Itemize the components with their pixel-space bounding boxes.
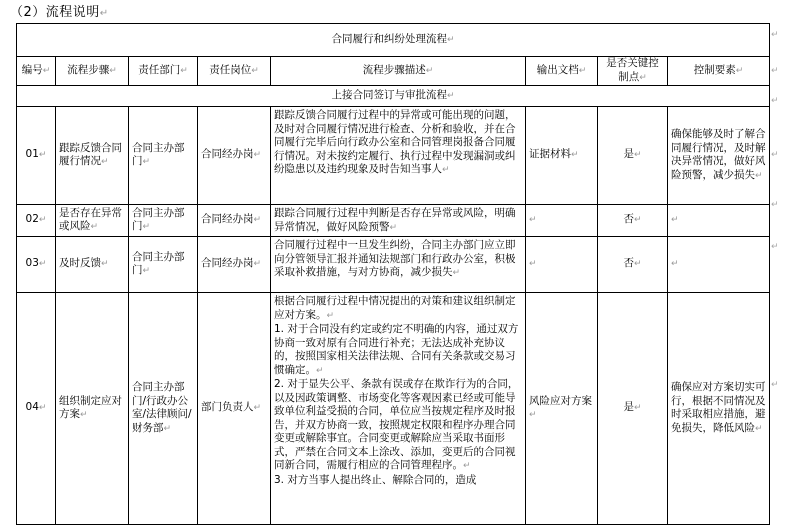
section-heading: [10, 1, 109, 20]
row-number: 02↵: [17, 205, 56, 237]
description-cell: 合同履行过程中一旦发生纠纷，合同主办部门应立即向分管领导汇报并通知法规部门和行政办公室，积极采取补救措施，与对方协商，减少损失↵: [271, 237, 526, 293]
table-row: [17, 205, 770, 237]
table-row: [17, 107, 770, 205]
paragraph-mark-icon: ↵: [771, 96, 779, 106]
table-row: [17, 293, 770, 525]
role-cell: 部门负责人↵: [198, 293, 271, 525]
description-cell: [271, 293, 526, 525]
step-cell: 是否存在异常或风险↵: [56, 205, 129, 237]
step-cell: 组织制定应对方案↵: [56, 293, 129, 525]
right-margin-marks: [771, 0, 791, 499]
column-header: 流程步骤描述↵: [271, 57, 526, 86]
paragraph-mark-icon: ↵: [771, 30, 779, 40]
paragraph-mark-icon: ↵: [771, 380, 779, 390]
row-number: 03↵: [17, 237, 56, 293]
role-cell: 合同经办岗↵: [198, 205, 271, 237]
control-cell: 确保能够及时了解合同履行情况，及时解决异常情况，做好风险预警，减少损失↵: [668, 107, 770, 205]
key-point-cell: 否↵: [598, 205, 668, 237]
description-paragraph: 3. 对方当事人提出终止、解除合同的，造成: [274, 473, 477, 486]
description-cell: 跟踪反馈合同履行过程中的异常或可能出现的问题，及时对合同履行情况进行检查、分析和验收，并在合同履行完毕后向行政办公室和合同管理岗报备合同履行情况。对未按约定履行、执行过程中发现漏洞或纠纷隐患以及违约现象及时告知当事人↵: [271, 107, 526, 205]
table-title: [17, 24, 770, 57]
column-header: 是否关键控制点↵: [598, 57, 668, 86]
dept-cell: 合同主办部门↵: [129, 237, 198, 293]
column-header: 责任岗位↵: [198, 57, 271, 86]
control-cell: ↵: [668, 205, 770, 237]
paragraph-mark-icon: ↵: [771, 200, 779, 210]
row-number: 04↵: [17, 293, 56, 525]
control-cell: ↵: [668, 237, 770, 293]
column-header: 责任部门↵: [129, 57, 198, 86]
column-header: 控制要素↵: [668, 57, 770, 86]
paragraph-mark-icon: ↵: [99, 8, 109, 19]
role-cell: 合同经办岗↵: [198, 237, 271, 293]
dept-cell: 合同主办部门↵: [129, 205, 198, 237]
section-row: [17, 86, 770, 107]
role-cell: 合同经办岗↵: [198, 107, 271, 205]
paragraph-mark-icon: ↵: [771, 150, 779, 160]
description-cell: 跟踪合同履行过程中判断是否存在异常或风险，明确异常情况，做好风险预警↵: [271, 205, 526, 237]
dept-cell: 合同主办部门↵: [129, 107, 198, 205]
paragraph-mark-icon: ↵: [447, 34, 455, 45]
output-doc-cell: ↵: [526, 237, 598, 293]
paragraph-mark-icon: ↵: [771, 66, 779, 76]
step-cell: 及时反馈↵: [56, 237, 129, 293]
control-cell: 确保应对方案切实可行，根据不同情况及时采取相应措施，避免损失，降低风险↵: [668, 293, 770, 525]
section-label: 上接合同签订与审批流程↵: [17, 86, 770, 107]
output-doc-cell: ↵: [526, 205, 598, 237]
section-heading-text: （2）流程说明: [10, 5, 100, 20]
step-cell: 跟踪反馈合同履行情况↵: [56, 107, 129, 205]
output-doc-cell: 风险应对方案↵: [526, 293, 598, 525]
key-point-cell: 是↵: [598, 293, 668, 525]
column-header: 输出文档↵: [526, 57, 598, 86]
table-title-text: 合同履行和纠纷处理流程: [331, 32, 447, 45]
output-doc-cell: 证据材料↵: [526, 107, 598, 205]
column-header: 流程步骤↵: [56, 57, 129, 86]
description-paragraph: 根据合同履行过程中情况提出的对策和建议组织制定应对方案。↵: [274, 295, 516, 321]
column-header: 编号↵: [17, 57, 56, 86]
dept-cell: 合同主办部门/行政办公室/法律顾问/财务部↵: [129, 293, 198, 525]
process-table: [16, 23, 770, 525]
table-header-row: [17, 57, 770, 86]
description-paragraph: 2. 对于显失公平、条款有误或存在欺诈行为的合同，以及因政策调整、市场变化等客观因素已经或可能导致单位利益受损的合同，单位应当按规定程序及时报告，并双方协商一致，按照规定权限和程序办理合同变更或解除事宜。合同变更或解除应当采取书面形式，严禁在合同文本上涂改、添加，变更后的合同视同新合同，需履行相应的合同管理程序。↵: [274, 378, 519, 471]
paragraph-mark-icon: ↵: [771, 242, 779, 252]
row-number: 01↵: [17, 107, 56, 205]
key-point-cell: 否↵: [598, 237, 668, 293]
description-paragraph: 1. 对于合同没有约定或约定不明确的内容，通过双方协商一致对原有合同进行补充；无法达成补充协议的，按照国家相关法律法规、合同有关条款或交易习惯确定。↵: [274, 323, 519, 376]
key-point-cell: 是↵: [598, 107, 668, 205]
table-row: [17, 237, 770, 293]
